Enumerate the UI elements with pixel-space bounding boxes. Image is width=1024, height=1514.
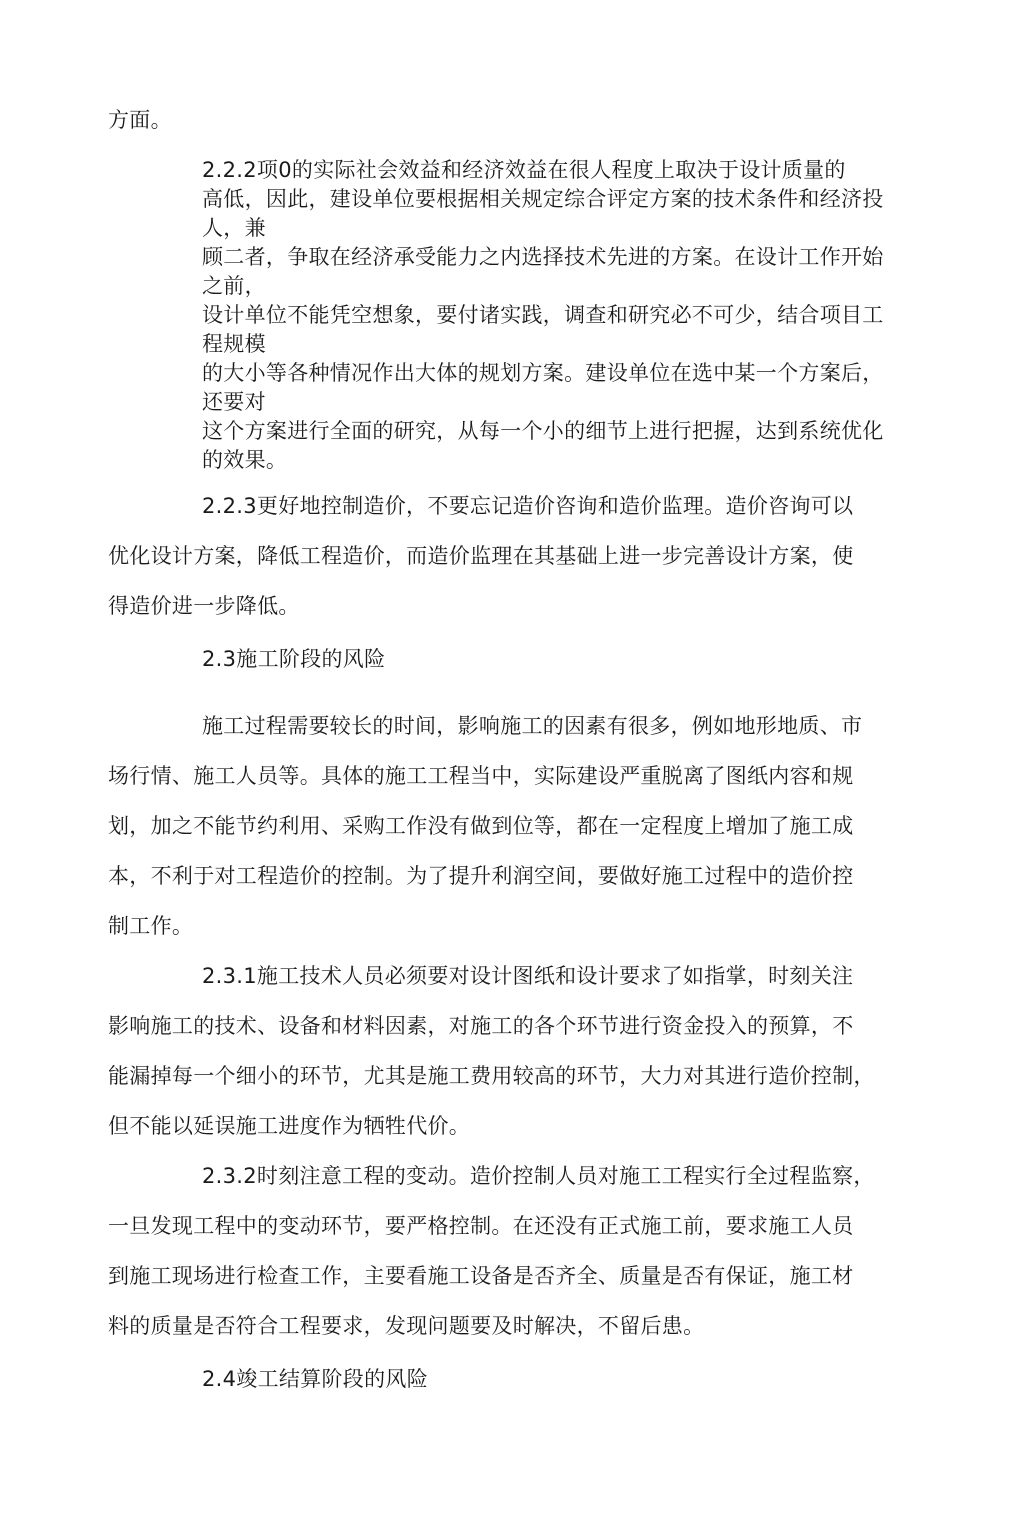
- paragraph-2-2-3-line: 优化设计方案，降低工程造价，而造价监理在其基础上进一步完善设计方案，使: [108, 544, 854, 568]
- section-heading-2-3: 2.3施工阶段的风险: [202, 647, 386, 671]
- text-line: 顾二者，争取在经济承受能力之内选择技术先进的方案。在设计工作开始: [202, 245, 884, 269]
- paragraph-2-3-line: 划，加之不能节约利用、采购工作没有做到位等，都在一定程度上增加了施工成: [108, 814, 854, 838]
- paragraph-2-2-3-line: 得造价进一步降低。: [108, 594, 300, 618]
- paragraph-2-3-line: 本，不利于对工程造价的控制。为了提升利润空间，要做好施工过程中的造价控: [108, 864, 854, 888]
- paragraph-2-3-1-line: 2.3.1施工技术人员必须要对设计图纸和设计要求了如指掌，时刻关注: [202, 964, 854, 988]
- section-heading-2-4: 2.4竣工结算阶段的风险: [202, 1367, 428, 1391]
- paragraph-2-3-2-line: 2.3.2时刻注意工程的变动。造价控制人员对施工工程实行全过程监察，: [202, 1164, 875, 1188]
- text-line: 高低，因此，建设单位要根据相关规定综合评定方案的技术条件和经济投: [202, 187, 884, 211]
- text-line: 的效果。: [202, 448, 288, 472]
- text-line: 程规模: [202, 332, 266, 356]
- text-line: 这个方案进行全面的研究，从每一个小的细节上进行把握，达到系统优化: [202, 419, 884, 443]
- text-line: 的大小等各种情况作出大体的规划方案。建设单位在选中某一个方案后，: [202, 361, 884, 385]
- text-line: 人，兼: [202, 216, 266, 240]
- text-line: 之前，: [202, 274, 266, 298]
- paragraph-2-2-3-line: 2.2.3更好地控制造价，不要忘记造价咨询和造价监理。造价咨询可以: [202, 494, 854, 518]
- paragraph-2-3-line: 施工过程需要较长的时间，影响施工的因素有很多，例如地形地质、市: [202, 714, 863, 738]
- paragraph-2-3-2-line: 一旦发现工程中的变动环节，要严格控制。在还没有正式施工前，要求施工人员: [108, 1214, 854, 1238]
- paragraph-2-3-1-line: 影响施工的技术、设备和材料因素，对施工的各个环节进行资金投入的预算，不: [108, 1014, 854, 1038]
- paragraph-2-3-line: 制工作。: [108, 914, 194, 938]
- paragraph-fragment: 方面。: [108, 108, 172, 132]
- paragraph-2-3-2-line: 到施工现场进行检查工作，主要看施工设备是否齐全、质量是否有保证，施工材: [108, 1264, 854, 1288]
- paragraph-2-3-line: 场行情、施工人员等。具体的施工工程当中，实际建设严重脱离了图纸内容和规: [108, 764, 854, 788]
- text-line: 设计单位不能凭空想象，要付诸实践，调查和研究必不可少，结合项目工: [202, 303, 884, 327]
- text-line: 还要对: [202, 390, 266, 414]
- paragraph-2-3-2-line: 料的质量是否符合工程要求，发现问题要及时解决，不留后患。: [108, 1314, 705, 1338]
- paragraph-2-2-2: [202, 156, 884, 475]
- text-line: 2.2.2项0的实际社会效益和经济效益在很人程度上取决于设计质量的: [202, 158, 846, 182]
- paragraph-2-3-1-line: 能漏掉每一个细小的环节，尤其是施工费用较高的环节，大力对其进行造价控制，: [108, 1064, 875, 1088]
- paragraph-2-3-1-line: 但不能以延误施工进度作为牺牲代价。: [108, 1114, 471, 1138]
